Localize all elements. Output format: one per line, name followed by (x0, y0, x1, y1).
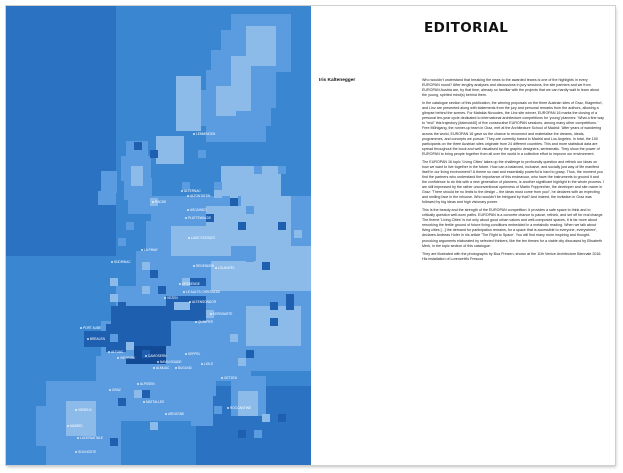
map-pixel (110, 438, 118, 446)
map-pixel (214, 222, 222, 230)
map-pixel (158, 286, 166, 294)
city-marker (181, 190, 183, 192)
city-marker (193, 265, 195, 267)
text-page (311, 6, 615, 465)
body-paragraph: They are illustrated with the photographs by Boa Prinzen, shown at the 11th Venice Architecture Biennale 2016. His installation of Lorenzetti's Frescos (422, 251, 602, 261)
city-label: LEMMINGEN (196, 132, 216, 136)
city-marker (153, 367, 155, 369)
city-marker (141, 249, 143, 251)
city-label: LOUAUFEL (218, 266, 235, 270)
city-label: ARDOGNE (168, 412, 185, 416)
city-label: ALTUAC (111, 350, 124, 354)
map-pixel (142, 366, 150, 374)
city-marker (195, 321, 197, 323)
map-land (176, 76, 201, 131)
map-pixel (286, 302, 294, 310)
map-pixel (110, 334, 118, 342)
map-land (156, 136, 184, 164)
city-label: SUDRINAC (114, 260, 131, 264)
map-land (216, 86, 236, 116)
map-pixel (286, 294, 294, 302)
city-label: GRAZ (112, 388, 121, 392)
city-label: MADRID (70, 424, 83, 428)
city-marker (77, 437, 79, 439)
city-marker (111, 261, 113, 263)
map-pixel (150, 422, 158, 430)
map-land (191, 391, 213, 426)
map-pixel (142, 390, 150, 398)
map-pixel (278, 166, 286, 174)
map-pixel (254, 182, 262, 190)
map-pixel (238, 358, 246, 366)
city-marker (80, 327, 82, 329)
city-label: DRSDENDE (182, 282, 200, 286)
map-land (236, 14, 276, 26)
body-paragraph: The EUROPAN 16 topic 'Living Cities' takes up the challenge to profoundly question and rethink our ideas on how we want to live together in the future. How can a balanced, inclusive, and socially just way of life manifest itself in our living environment? A theme so vast and essentially powerful is hard to grasp. Thus, the moment you find the partners who understand the importance of this endeavour, who have the instruments to ground it and the confidence to do this with a new generation of planners, is another significant highlight in the whole process. I am still impressed by the rather unconventional openness of Martin Popprecher, the developer and site owner in Graz: 'There should be no limits to the design – the ideas must come from you!', he declares with an expecting and smiling face in the inhouse. Who wouldn't be intrigued by that? And indeed, the invitation in Graz was followed by big ideas and high visionary power. (422, 159, 604, 205)
city-marker (201, 363, 203, 365)
map-sea (6, 6, 116, 256)
city-label: ALTERNAC (184, 189, 201, 193)
map-pixel (270, 302, 278, 310)
city-label: VIEYROM (120, 356, 135, 360)
city-label: RENENDEN (196, 264, 214, 268)
city-marker (165, 413, 167, 415)
map-pixel (214, 182, 222, 190)
city-marker (87, 338, 89, 340)
body-paragraph: This is the beauty and the strength of the EUROPAN competition: it provides a safe space to think and to critically question well-worn paths. EUROPAN is a concrete chance to pause, rethink, and set off for real change. The theme 'Living Cities' is not only about good urban values and well-composed spaces, it is far more about reworking the fertile ground of future living conditions embedded in a metabolic reading. When we talk about living cities [...] the demand for participation remains, for a space that is accessible to everyone, everywhere', declares Andreas Hofer in his article 'The Right to Space'. You will find many more inspiring and thought-provoking arguments elaborated by selected thinkers, like the ten theses for a viable city discussed by Elisabeth Merk, in the topic section of this catalogue. (422, 208, 604, 248)
europe-pixel-map (6, 6, 311, 465)
map-pixel (294, 230, 302, 238)
map-pixel (126, 150, 134, 158)
map-pixel (198, 246, 206, 254)
city-label: BUGUND (178, 366, 192, 370)
city-label: LE AULTS CHRISSEDE (186, 290, 221, 294)
city-marker (75, 409, 77, 411)
map-pixel (126, 366, 134, 374)
map-pixel (150, 270, 158, 278)
map-land (98, 191, 116, 205)
map-pixel (142, 286, 150, 294)
map-pixel (278, 222, 286, 230)
city-marker (108, 351, 110, 353)
city-label: VEZEN (167, 296, 178, 300)
map-pixel (174, 302, 182, 310)
city-marker (137, 383, 139, 385)
map-pixel (262, 262, 270, 270)
map-pixel (134, 390, 142, 398)
map-land (101, 171, 117, 193)
map-pixel (126, 158, 134, 166)
city-label: ALMUAC (156, 366, 170, 370)
map-pixel (270, 318, 278, 326)
city-marker (117, 357, 119, 359)
map-pixel (238, 222, 246, 230)
map-pixel (134, 206, 142, 214)
map-pixel (262, 214, 270, 222)
city-marker (185, 353, 187, 355)
city-label: VIESELN (78, 408, 92, 412)
city-label: ROCCANTINE (230, 406, 252, 410)
map-pixel (150, 150, 158, 158)
map-graphic (6, 6, 311, 465)
city-marker (185, 217, 187, 219)
city-marker (187, 195, 189, 197)
city-marker (164, 297, 166, 299)
city-label: KEPPEL (188, 352, 201, 356)
map-pixel (142, 270, 150, 278)
editorial-body (422, 78, 604, 265)
city-marker (187, 209, 189, 211)
city-label: BREALEN (90, 337, 105, 341)
city-marker (215, 267, 217, 269)
map-pixel (118, 238, 126, 246)
map-pixel (246, 254, 254, 262)
city-label: SOLINOSTE (78, 450, 97, 454)
map-pixel (118, 398, 126, 406)
map-pixel (214, 406, 222, 414)
map-pixel (142, 262, 150, 270)
map-pixel (126, 222, 134, 230)
map-land (131, 166, 143, 186)
city-marker (193, 133, 195, 135)
map-pixel (246, 350, 254, 358)
map-pixel (254, 382, 262, 390)
city-marker (227, 407, 229, 409)
city-marker (67, 425, 69, 427)
city-label: GETZEN (224, 376, 237, 380)
page-title: EDITORIAL (424, 20, 509, 36)
city-label: PORT AUBE (83, 326, 102, 330)
city-marker (175, 367, 177, 369)
map-pixel (222, 278, 230, 286)
city-marker (157, 361, 159, 363)
map-pixel (278, 414, 286, 422)
map-pixel (182, 302, 190, 310)
city-label: NAVIN SOADE (160, 360, 182, 364)
city-label: CAMOSERN (148, 354, 167, 358)
city-marker (189, 301, 191, 303)
city-label: LA PINAY (144, 248, 158, 252)
map-pixel (126, 342, 134, 350)
map-pixel (214, 190, 222, 198)
city-label: RADDE (155, 200, 167, 204)
city-label: LAGE STATSATI (191, 236, 215, 240)
map-pixel (110, 294, 118, 302)
map-land (238, 391, 258, 416)
city-label: MATTALLES (146, 400, 165, 404)
city-label: ALTONTATEN (190, 194, 211, 198)
magazine-spread (6, 6, 615, 465)
map-land (66, 401, 96, 436)
body-paragraph: Who wouldn't understand that breaking the news to the awarded teams is one of the highlights in every EUROPAN round? After lengthy analyses and discussions in jury sessions, the site partners and we from EUROPAN Austria are, by that time, already so familiar with the projects that we can hardly wait to learn about the young, spirited mind(s) behind them. (422, 78, 600, 98)
city-marker (188, 237, 190, 239)
city-label: PLATTEWALDE (188, 216, 212, 220)
map-pixel (262, 414, 270, 422)
map-pixel (230, 190, 238, 198)
author-name: Iris Kaltenegger (319, 78, 356, 83)
map-pixel (198, 150, 206, 158)
city-marker (143, 401, 145, 403)
map-pixel (254, 166, 262, 174)
map-pixel (238, 430, 246, 438)
map-pixel (110, 278, 118, 286)
city-label: ALTENSONDOR (192, 300, 217, 304)
city-marker (75, 451, 77, 453)
city-label: ASCAINDO (190, 208, 207, 212)
body-paragraph: In the catalogue section of this publication, the winning proposals on the three Austrian sites of Graz, Klagenfurt, and Linz are presented along with statements from the jury and personal remarks from the authors, allowing a glimpse behind the scenes. For Mafalda Nicoudes, the Linz site winner, EUROPAN 16 marks the closing of a personal ten-year cycle dedicated to international architecture competitions for 'young' planners: 'What a fine way to "end" this trajectory [#almost40] of five consecutive EUROPAN sessions, among many other competitions.' Free Műhlgang, the runner-up team in Graz, met at the Architecture School of Madrid: 'After years of wandering across the world, EUROPAN 16 gave us the chance to reconnect and materialise the dreams, ideals, programmes, and concepts we pursue.' They are currently based in Madrid and Los Angeles. In total, the 100 participants on the three Austrian sites originate from 24 different countries. This and more statistical data are spread throughout the book and well visualised by the graphic designers, seriesmatic. They show the power of EUROPAN to bring people together from all over the world in a collective effort to improve our environment. (422, 101, 604, 156)
city-marker (221, 377, 223, 379)
city-label: KERNSARTE (213, 312, 233, 316)
map-pixel (230, 198, 238, 206)
city-label: QUIMPER (198, 320, 213, 324)
map-pixel (230, 334, 238, 342)
map-pixel (254, 430, 262, 438)
city-marker (109, 389, 111, 391)
city-marker (210, 313, 212, 315)
map-pixel (118, 302, 126, 310)
city-marker (152, 201, 154, 203)
city-label: ALPSSEN (140, 382, 155, 386)
map-pixel (134, 142, 142, 150)
city-marker (183, 291, 185, 293)
city-marker (145, 355, 147, 357)
map-pixel (246, 206, 254, 214)
city-marker (179, 283, 181, 285)
city-label: LIOLS (204, 362, 214, 366)
city-label: LUCKRADTALE (80, 436, 103, 440)
